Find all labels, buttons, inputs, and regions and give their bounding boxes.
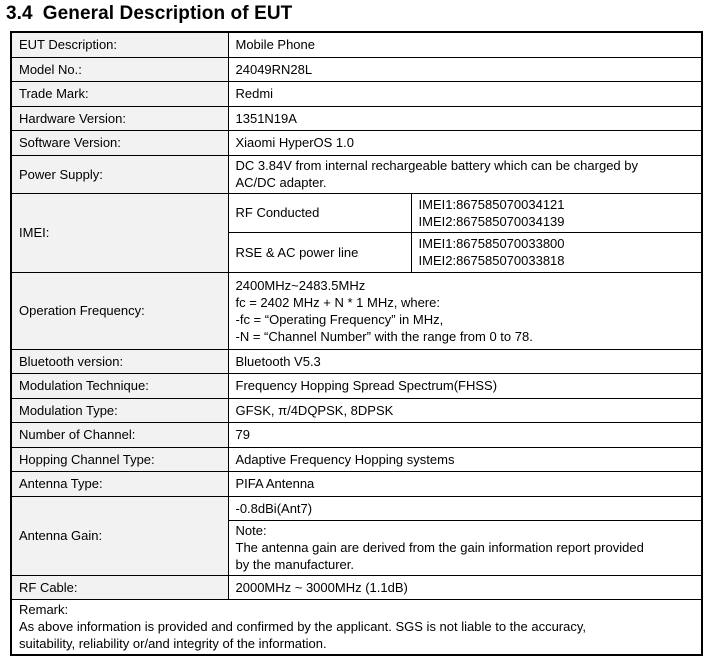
antenna-gain-note	[228, 520, 702, 575]
note-title: Note:	[235, 523, 267, 538]
table-row	[11, 422, 702, 447]
remark-line: As above information is provided and confirmed by the applicant. SGS is not liable to the accuracy,	[19, 618, 587, 634]
hopping-channel-type-label: Hopping Channel Type:	[11, 447, 228, 471]
antenna-gain-label: Antenna Gain:	[11, 496, 228, 575]
table-row	[11, 130, 702, 155]
hopping-channel-type-value: Adaptive Frequency Hopping systems	[228, 447, 702, 471]
note-line: The antenna gain are derived from the gain information report provided	[235, 540, 644, 555]
table-row	[11, 447, 702, 471]
rf-cable-label: RF Cable:	[11, 575, 228, 599]
bluetooth-version-label: Bluetooth version:	[11, 349, 228, 373]
table-row	[11, 349, 702, 373]
operation-frequency-line: -fc = “Operating Frequency” in MHz,	[235, 311, 444, 327]
operation-frequency-line: fc = 2402 MHz + N * 1 MHz, where:	[235, 294, 440, 310]
table-row	[11, 398, 702, 422]
note-line: by the manufacturer.	[235, 557, 355, 572]
power-supply-line: DC 3.84V from internal rechargeable battery which can be charged by	[235, 158, 638, 173]
imei1-value: IMEI1:867585070033800	[418, 236, 565, 251]
operation-frequency-line: -N = “Channel Number” with the range from 0 to 78.	[235, 328, 533, 344]
section-heading	[6, 3, 292, 25]
antenna-type-value: PIFA Antenna	[228, 471, 702, 496]
trade-mark-label: Trade Mark:	[11, 81, 228, 106]
modulation-technique-value: Frequency Hopping Spread Spectrum(FHSS)	[228, 373, 702, 398]
model-no-value: 24049RN28L	[228, 57, 702, 81]
number-of-channel-value: 79	[228, 422, 702, 447]
table-row	[11, 575, 702, 599]
operation-frequency-line: 2400MHz~2483.5MHz	[235, 277, 366, 293]
eut-description-label: EUT Description:	[11, 32, 228, 57]
imei-rf-conducted-values	[411, 193, 702, 232]
table-row	[11, 106, 702, 130]
remark-cell	[11, 599, 702, 655]
modulation-technique-label: Modulation Technique:	[11, 373, 228, 398]
remark-title: Remark:	[19, 601, 69, 617]
modulation-type-value: GFSK, π/4DQPSK, 8DPSK	[228, 398, 702, 422]
table-row	[11, 81, 702, 106]
table-row	[11, 155, 702, 193]
imei-rse-ac-label: RSE & AC power line	[228, 232, 411, 272]
power-supply-label: Power Supply:	[11, 155, 228, 193]
eut-description-value: Mobile Phone	[228, 32, 702, 57]
software-version-value: Xiaomi HyperOS 1.0	[228, 130, 702, 155]
imei-rse-ac-values	[411, 232, 702, 272]
section-title: General Description of EUT	[42, 3, 293, 24]
imei-rf-conducted-label: RF Conducted	[228, 193, 411, 232]
number-of-channel-label: Number of Channel:	[11, 422, 228, 447]
table-row	[11, 599, 702, 655]
trade-mark-value: Redmi	[228, 81, 702, 106]
section-number: 3.4	[6, 3, 33, 24]
hardware-version-label: Hardware Version:	[11, 106, 228, 130]
table-row	[11, 496, 702, 520]
hardware-version-value: 1351N19A	[228, 106, 702, 130]
imei1-value: IMEI1:867585070034121	[418, 196, 565, 212]
table-row	[11, 193, 702, 232]
operation-frequency-value	[228, 272, 702, 349]
power-supply-value	[228, 155, 702, 193]
table-row	[11, 32, 702, 57]
table-row	[11, 471, 702, 496]
antenna-type-label: Antenna Type:	[11, 471, 228, 496]
bluetooth-version-value: Bluetooth V5.3	[228, 349, 702, 373]
software-version-label: Software Version:	[11, 130, 228, 155]
model-no-label: Model No.:	[11, 57, 228, 81]
rf-cable-value: 2000MHz ~ 3000MHz (1.1dB)	[228, 575, 702, 599]
eut-description-table	[10, 31, 703, 656]
table-row	[11, 272, 702, 349]
imei2-value: IMEI2:867585070033818	[418, 253, 565, 268]
imei2-value: IMEI2:867585070034139	[418, 213, 565, 229]
operation-frequency-label: Operation Frequency:	[11, 272, 228, 349]
table-row	[11, 373, 702, 398]
antenna-gain-value: -0.8dBi(Ant7)	[228, 496, 702, 520]
imei-label: IMEI:	[11, 193, 228, 272]
table-row	[11, 57, 702, 81]
modulation-type-label: Modulation Type:	[11, 398, 228, 422]
remark-line: suitability, reliability or/and integrity of the information.	[19, 635, 327, 651]
power-supply-line: AC/DC adapter.	[235, 175, 327, 190]
